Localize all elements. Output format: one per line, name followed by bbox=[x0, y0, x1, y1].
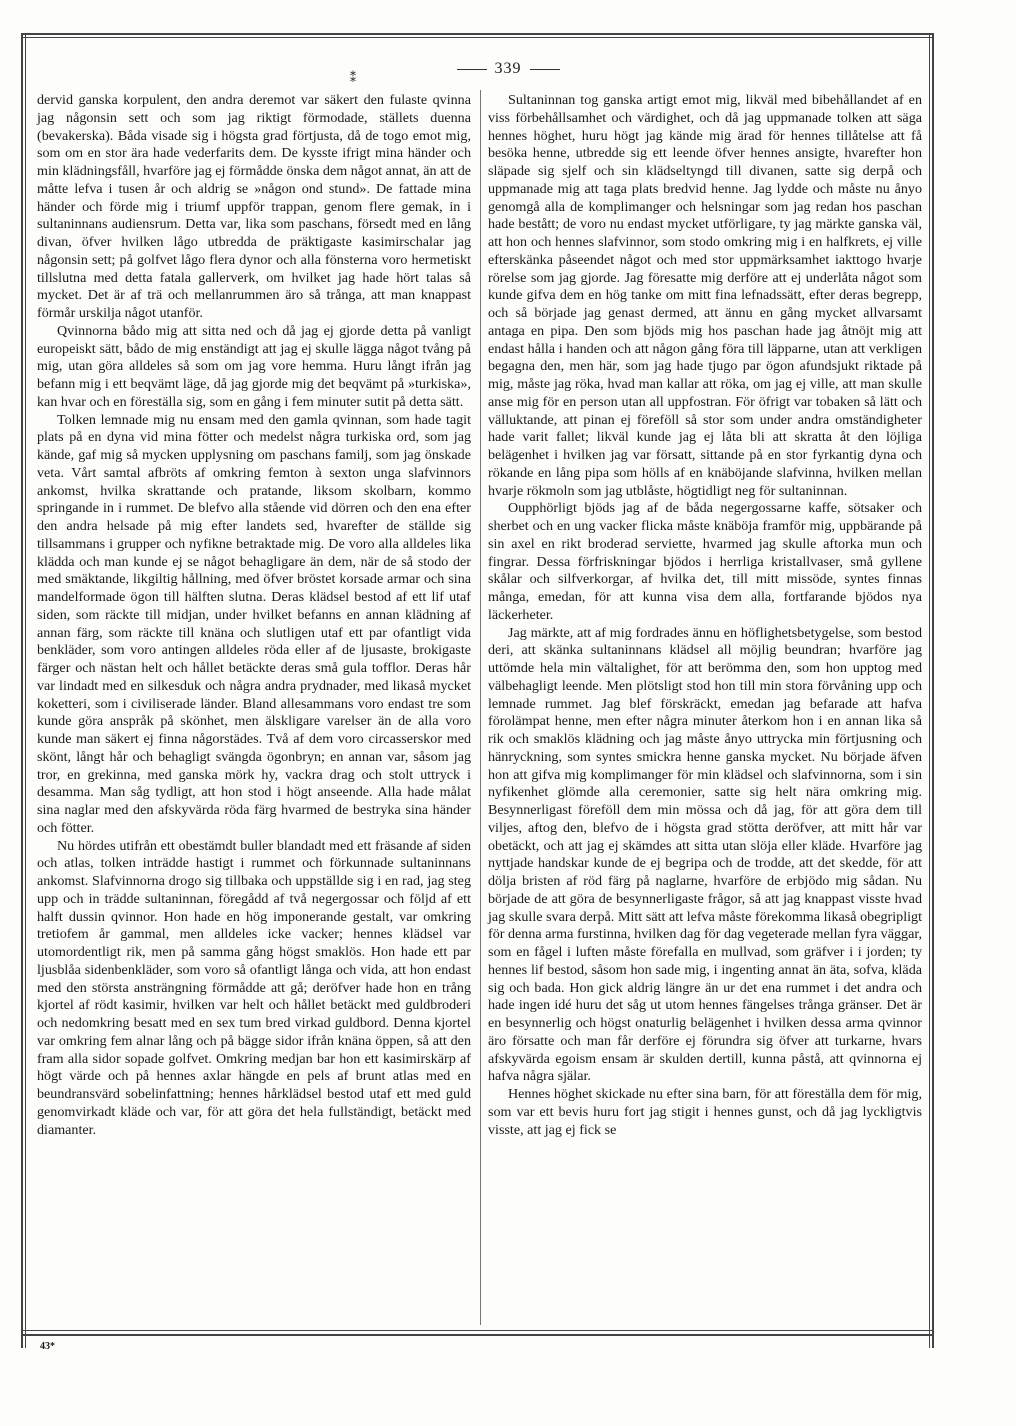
paragraph: Tolken lemnade mig nu ensam med den gamla qvinnan, som hade tagit plats på en dyna vid mina fötter och medelst några turkiska ord, som jag kände, gaf mig så mycken upplysning om paschans familj, som jag önskade veta. Vårt samtal afbröts af omkring femton à sexton unga slafvinnors ankomst, hvilka skrattande och pratande, liksom skolbarn, kommo springande in i rummet. De blefvo alla stående vid dörren och den ena efter den andra helsade på mig efter landets sed, hvarefter de ställde sig tillsammans i grupper och nyfikne betraktade mig. De voro alla alldeles lika klädda och man kunde ej se något behagligare än dem, när de så stodo der med smäktande, likgiltig hållning, med öfver bröstet korsade armar och sina mandelformade ögon till hälften slutna. Deras klädsel bestod af ett lif utaf siden, som räckte till midjan, under hvilket befanns en annan klädning af annan färg, som räckte till knäna och slutligen utaf ett par ofantligt vida benkläder, som voro antingen alldeles röda eller af de ljusaste, brokigaste färger och nästan helt och hållet betäckte deras små gula tofflor. Deras hår var lindadt med en silkesduk och några andra prydnader, med likaså mycket koketteri, som i civiliserade länder. Bland allesammans voro endast tre som kunde göra anspråk på skönhet, men älskligare varelser än de alla voro kunde man säkert ej finna någorstädes. Två af dem voro circasserskor med skönt, långt hår och behagligt svängda ögonbryn; en annan var, såsom jag tror, en grekinna, med ganska mörk hy, vackra drag och stolt uttryck i desamma. Man såg tydligt, att hon stod i högt anseende. Alla hade målat sina naglar med den afskyvärda röda färg hvarmed de bestryka sina händer och fötter. bbox=[37, 411, 471, 836]
left-border-rule-inner bbox=[25, 33, 26, 1348]
paragraph: Sultaninnan tog ganska artigt emot mig, likväl med bibehållandet af en viss förbehållsamhet och värdighet, och då jag uppmanade tolken att säga hennes höghet, huru högt jag kände mig ärad för hennes tillåtelse att få besöka henne, utbredde sig ett leende öfver hennes ansigte, hvarefter hon släpade sig sjelf och sin klädseltyngd till divanen, satte sig derpå och uppmanade mig att taga plats bredvid henne. Jag lydde och måste nu ånyo genomgå alla de komplimanger och helsningar som jag redan hos paschan hade bestått; de voro nu endast mycket utförligare, ty jag märkte ganska väl, att hon och hennes slafvinnor, som stodo omkring mig i en halfkrets, ej ville efterskänka påseendet något och med stor uppmärksamhet iakttogo hvarje rörelse som jag gjorde. Jag föresatte mig derföre att ej underlåta något som kunde gifva dem en hög tanke om mitt fina lefnadssätt, efter deras begrepp, och så började jag genast dermed, att ännu en gång mycket allvarsamt antaga en pipa. Den som bjöds mig hos paschan hade jag åtnöjt mig att endast hålla i handen och att någon gång föra till läpparne, utan att verkligen begagna den, men här, som jag hade tjugo par ögon afundsjukt riktade på mig, måste jag röka, hvad man kallar att röka, om jag ej ville, att man skulle anse mig för en person utan all uppfostran. För öfrigt var tobaken så lätt och välluktande, att pinan ej föreföll så stor som under andra omständigheter hade varit fallet; likväl kunde jag ej låta bli att skratta åt den löjliga belägenhet i hvilken jag var försatt, sittande på en stor fyrkantig dyna och rökande en lång pipa som hölls af en knäböjande slafvinna, hvilken mellan hvarje rökmoln som jag utblåste, högtidligt neg för sultaninnan. bbox=[488, 92, 922, 499]
left-column bbox=[37, 92, 471, 1139]
page-number: 339 bbox=[494, 60, 522, 77]
ornament-mark: ⁑ bbox=[350, 71, 356, 85]
column-divider bbox=[480, 90, 481, 1325]
right-border-rule-inner bbox=[929, 33, 930, 1348]
paragraph: Qvinnorna bådo mig att sitta ned och då jag ej gjorde detta på vanligt europeiskt sätt, bådo de mig enständigt att jag ej skulle lägga något tvång på mig, utan göra alldeles så som om jag vore hemma. Huru långt ifrån jag befann mig i ett beqvämt läge, då jag gjorde mig det beqvämt på »turkiska», kan hvar och en föreställa sig, som en gång i fem minuter sutit på detta sätt. bbox=[37, 322, 471, 410]
signature-mark: 43* bbox=[40, 1341, 55, 1352]
paragraph: Hennes höghet skickade nu efter sina barn, för att föreställa dem för mig, som var ett bevis huru fort jag stigit i hennes gunst, och då jag lyckligtvis visste, att jag ej fick se bbox=[488, 1086, 922, 1138]
top-border-rule bbox=[21, 33, 934, 35]
page-number-header bbox=[0, 60, 1016, 78]
paragraph: dervid ganska korpulent, den andra deremot var säkert den fulaste qvinna jag någonsin sett och som jag riktigt förmodade, ställets duenna (bevakerska). Båda visade sig i högsta grad förtjusta, då de togo emot mig, som om en stor ära hade vederfarits dem. De kysste ifrigt mina händer och min klädningsfåll, hvarföre jag ej förmådde önska dem något annat, än att de måtte lefva i tusen år och aldrig se »någon ond stund». De fattade mina händer och förde mig i triumf uppför trappan, genom flere gemak, in i sultaninnans audiensrum. Detta var, lika som paschans, försedt med en lång divan, öfver hvilken lågo utbredda de präktigaste kasimirschalar jag någonsin sett; på golfvet lågo flera dynor och alla fönsterna voro hermetiskt tillslutna med detta fatala gallerverk, om hvilket jag hade hört talas så mycket. Det är af trä och mellanrummen äro så trånga, att man knappast förmår urskilja något utanför. bbox=[37, 92, 471, 321]
right-border-rule bbox=[932, 33, 934, 1348]
paragraph: Oupphörligt bjöds jag af de båda negergossarne kaffe, sötsaker och sherbet och en ung vacker flicka måste knäböja framför mig, uppbärande på sin axel en rikt broderad serviette, hvarmed jag skulle aftorka mun och fingrar. Dessa förfriskningar bjödos i herrliga kristallvaser, små gyllene skålar och silfverkorgar, af hvilka det, till mitt missöde, syntes finnas många, emedan, för att kunna visa dem alla, fortfarande bjödos nya läckerheter. bbox=[488, 500, 922, 623]
bottom-border-rule bbox=[21, 1330, 934, 1331]
top-border-rule-inner bbox=[21, 37, 934, 38]
paragraph: Jag märkte, att af mig fordrades ännu en höflighetsbetygelse, som bestod deri, att skänka sultaninnans klädsel all möjlig beundran; hvarföre jag uttömde hela min vältalighet, för att berömma den, som hon upptog med välbehagligt leende. Men plötsligt stod hon till min stora förvåning upp och lemnade rummet. Jag blef förskräckt, emedan jag befarade att hafva förolämpat henne, men efter några minuter återkom hon i en annan lika så rik och smaklös klädning och jag måste ånyo uttrycka min förtjusning och hänryckning, som syntes smickra henne ganska mycket. Nu började äfven hon att gifva mig komplimanger för min klädsel och slafvinnorna, som i sin nyfikenhet glömde alla ceremonier, satte sig helt nära omkring mig. Besynnerligast föreföll dem min mössa och då jag, för att göra dem till viljes, aftog den, blefvo de i högsta grad stötta deröfver, att mitt hår var obetäckt, och att jag ej skämdes att sitta utan slöja eller kläde. Hvarföre jag nyttjade handskar kunde de ej begripa och de trodde, att det skedde, för att dölja bristen af röd färg på naglarne, hvarföre de erbjödo mig sådan. Nu började de att göra de besynnerligaste frågor, så att jag knappast visste hvad jag skulle svara derpå. Mitt sätt att lefva måste förekomma likaså obegripligt för denna arma furstinna, hvilken dag för dag vegeterade mellan fyra väggar, som en fågel i luften måste förefalla en mullvad, som gräfver i i jorden; ty hennes lif bestod, såsom hon sade mig, i ingenting annat än äta, sofva, kläda sig och bada. Hon gick aldrig längre än ur det ena rummet i det andra och hade ingen idé huru det såg ut utom hennes fängelses trånga gränser. Det är en besynnerlig och högst onaturlig belägenhet i hvilken dessa arma qvinnor äro försatte och man får derföre ej förundra sig öfver att turkarne, hvars afskyvärda egoism ensam är skulden dertill, kunna påstå, att qvinnorna ej hafva några själar. bbox=[488, 624, 922, 1085]
header-dash-right bbox=[530, 69, 560, 70]
paragraph: Nu hördes utifrån ett obestämdt buller blandadt med ett fräsande af siden och atlas, tolken inträdde hastigt i rummet och förkunnade sultaninnans ankomst. Slafvinnorna drogo sig tillbaka och uppställde sig i en rad, jag steg upp och in trädde sultaninnan, föregådd af två negergossar och följd af ett halft dussin qvinnor. Hon hade en hög imponerande gestalt, var omkring tretiofem år gammal, men alldeles icke vacker; hennes klädsel var utomordentligt rik, men på samma gång högst smaklös. Hon hade ett par ljusblåa sidenbenkläder, som voro så ofantligt långa och vida, att hon endast med den största ansträngning förmådde att gå; deröfver hade hon en trång kjortel af rödt kasimir, hvilken var helt och hållet betäckt med guldbroderi och nedomkring besatt med en sex tum bred virkad guldbord. Denna kjortel var omkring fem alnar lång och på bägge sidor ifrån knäna öppen, så att den fram alla sidor sopade golfvet. Omkring medjan bar hon ett kasimirskärp af högt värde och på hennes axlar hängde en pels af brunt atlas med en beundransvärd sobelinfattning; hennes hårklädsel bestod utaf ett med guld genomvirkadt kläde och var, för att göra det hela fullständigt, betäckt med diamanter. bbox=[37, 837, 471, 1138]
right-column bbox=[488, 92, 922, 1139]
left-border-rule bbox=[21, 33, 23, 1348]
bottom-border-rule-inner bbox=[21, 1334, 934, 1336]
header-dash-left bbox=[457, 69, 487, 70]
